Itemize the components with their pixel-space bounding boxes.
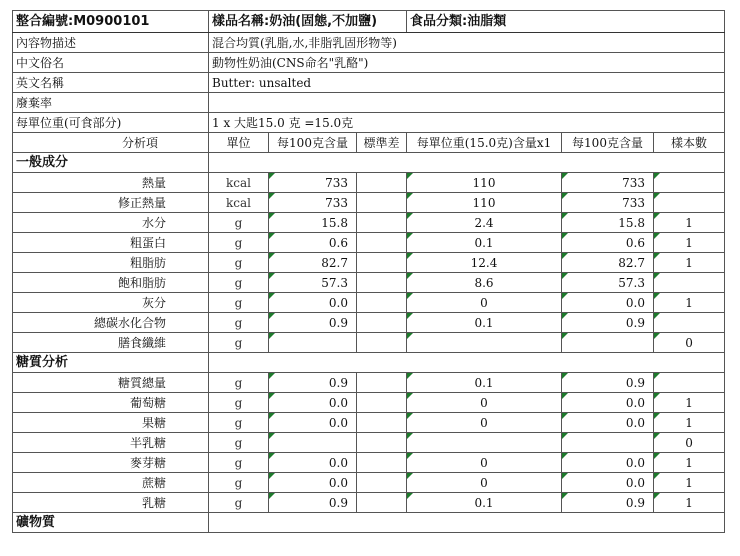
nutrient-unit: g	[209, 493, 269, 513]
value-per-unit: 0	[407, 413, 562, 433]
sample-count: 1	[654, 253, 725, 273]
value-per-unit: 12.4	[407, 253, 562, 273]
nutrient-row	[13, 393, 725, 413]
section-blank	[209, 153, 725, 173]
value-per100g	[269, 333, 357, 353]
value-std-dev	[357, 473, 407, 493]
value-per100g-2: 0.6	[562, 233, 654, 253]
value-per100g-2: 733	[562, 193, 654, 213]
nutrient-unit: g	[209, 253, 269, 273]
food-code: 整合編號:M0900101	[13, 11, 209, 33]
col-per100g: 每100克含量	[269, 133, 357, 153]
sample-count: 0	[654, 333, 725, 353]
info-label: 英文名稱	[13, 73, 209, 93]
col-per100g-2: 每100克含量	[562, 133, 654, 153]
nutrition-table	[12, 10, 725, 533]
value-std-dev	[357, 373, 407, 393]
info-row	[13, 33, 725, 53]
nutrient-unit: g	[209, 433, 269, 453]
value-std-dev	[357, 193, 407, 213]
value-per100g: 733	[269, 173, 357, 193]
value-per100g-2: 0.0	[562, 293, 654, 313]
info-row	[13, 53, 725, 73]
nutrient-unit: kcal	[209, 193, 269, 213]
sample-count	[654, 373, 725, 393]
value-per100g-2: 0.9	[562, 493, 654, 513]
sample-count: 1	[654, 393, 725, 413]
value-per-unit	[407, 333, 562, 353]
nutrient-row	[13, 493, 725, 513]
sample-count: 1	[654, 413, 725, 433]
nutrient-name: 修正熱量	[13, 193, 209, 213]
value-per-unit: 0	[407, 473, 562, 493]
info-label: 內容物描述	[13, 33, 209, 53]
value-per-unit: 110	[407, 173, 562, 193]
sample-count: 1	[654, 493, 725, 513]
value-per100g-2: 0.0	[562, 453, 654, 473]
value-per100g-2	[562, 433, 654, 453]
value-per100g-2: 0.0	[562, 393, 654, 413]
value-std-dev	[357, 453, 407, 473]
value-std-dev	[357, 213, 407, 233]
info-value	[209, 93, 725, 113]
value-per100g-2: 0.0	[562, 473, 654, 493]
value-per-unit: 2.4	[407, 213, 562, 233]
value-std-dev	[357, 313, 407, 333]
col-sample-count: 樣本數	[654, 133, 725, 153]
nutrient-row	[13, 273, 725, 293]
value-per100g: 0.0	[269, 413, 357, 433]
sample-count: 1	[654, 233, 725, 253]
value-std-dev	[357, 413, 407, 433]
nutrient-row	[13, 293, 725, 313]
col-std-dev: 標準差	[357, 133, 407, 153]
value-per-unit	[407, 433, 562, 453]
value-std-dev	[357, 173, 407, 193]
section-blank	[209, 513, 725, 533]
info-value: 1 x 大匙15.0 克 =15.0克	[209, 113, 725, 133]
nutrient-name: 熱量	[13, 173, 209, 193]
value-std-dev	[357, 333, 407, 353]
sample-count	[654, 173, 725, 193]
nutrient-name: 乳糖	[13, 493, 209, 513]
column-header-row	[13, 133, 725, 153]
sample-name: 樣品名稱:奶油(固態,不加鹽)	[209, 11, 407, 33]
value-per-unit: 0	[407, 453, 562, 473]
value-per-unit: 0	[407, 393, 562, 413]
value-per100g-2: 15.8	[562, 213, 654, 233]
value-std-dev	[357, 233, 407, 253]
sample-count: 0	[654, 433, 725, 453]
nutrient-unit: g	[209, 453, 269, 473]
nutrient-row	[13, 173, 725, 193]
value-std-dev	[357, 433, 407, 453]
nutrient-unit: g	[209, 293, 269, 313]
value-per100g-2: 0.9	[562, 373, 654, 393]
value-per-unit: 0.1	[407, 233, 562, 253]
sample-count: 1	[654, 213, 725, 233]
nutrient-name: 葡萄糖	[13, 393, 209, 413]
value-per100g-2: 57.3	[562, 273, 654, 293]
sample-count: 1	[654, 293, 725, 313]
info-row	[13, 113, 725, 133]
nutrient-name: 粗脂肪	[13, 253, 209, 273]
nutrient-unit: g	[209, 213, 269, 233]
sample-count	[654, 193, 725, 213]
nutrient-name: 總碳水化合物	[13, 313, 209, 333]
value-per-unit: 110	[407, 193, 562, 213]
info-row	[13, 93, 725, 113]
value-std-dev	[357, 493, 407, 513]
col-unit: 單位	[209, 133, 269, 153]
nutrient-row	[13, 433, 725, 453]
sample-count	[654, 313, 725, 333]
nutrient-name: 果糖	[13, 413, 209, 433]
value-per100g-2: 733	[562, 173, 654, 193]
info-row	[13, 73, 725, 93]
value-per100g: 0.9	[269, 373, 357, 393]
nutrient-unit: g	[209, 333, 269, 353]
nutrient-name: 糖質總量	[13, 373, 209, 393]
value-per100g: 0.0	[269, 453, 357, 473]
food-category: 食品分類:油脂類	[407, 11, 725, 33]
nutrient-row	[13, 453, 725, 473]
nutrient-row	[13, 473, 725, 493]
nutrient-row	[13, 313, 725, 333]
header-row	[13, 11, 725, 33]
value-std-dev	[357, 293, 407, 313]
value-per100g: 82.7	[269, 253, 357, 273]
value-per100g-2: 82.7	[562, 253, 654, 273]
section-header	[13, 513, 725, 533]
value-per-unit: 0	[407, 293, 562, 313]
nutrient-row	[13, 413, 725, 433]
value-per100g: 0.9	[269, 313, 357, 333]
nutrient-unit: kcal	[209, 173, 269, 193]
value-std-dev	[357, 273, 407, 293]
value-per100g: 0.6	[269, 233, 357, 253]
nutrient-unit: g	[209, 273, 269, 293]
section-title: 礦物質	[13, 513, 209, 533]
nutrient-name: 膳食纖維	[13, 333, 209, 353]
nutrient-row	[13, 333, 725, 353]
value-per100g-2: 0.9	[562, 313, 654, 333]
value-per100g: 57.3	[269, 273, 357, 293]
nutrient-name: 粗蛋白	[13, 233, 209, 253]
value-per-unit: 0.1	[407, 493, 562, 513]
section-header	[13, 353, 725, 373]
info-label: 廢棄率	[13, 93, 209, 113]
nutrient-unit: g	[209, 313, 269, 333]
value-per100g: 0.0	[269, 293, 357, 313]
value-per100g: 0.0	[269, 473, 357, 493]
value-per-unit: 0.1	[407, 313, 562, 333]
section-header	[13, 153, 725, 173]
section-blank	[209, 353, 725, 373]
info-label: 中文俗名	[13, 53, 209, 73]
nutrient-name: 半乳糖	[13, 433, 209, 453]
value-std-dev	[357, 253, 407, 273]
section-title: 糖質分析	[13, 353, 209, 373]
value-per100g-2: 0.0	[562, 413, 654, 433]
value-per-unit: 0.1	[407, 373, 562, 393]
sample-count: 1	[654, 473, 725, 493]
nutrient-unit: g	[209, 473, 269, 493]
info-value: 混合均質(乳脂,水,非脂乳固形物等)	[209, 33, 725, 53]
info-value: 動物性奶油(CNS命名"乳酪")	[209, 53, 725, 73]
value-per100g	[269, 433, 357, 453]
nutrient-unit: g	[209, 233, 269, 253]
nutrient-unit: g	[209, 413, 269, 433]
value-per100g: 15.8	[269, 213, 357, 233]
nutrient-name: 水分	[13, 213, 209, 233]
nutrient-name: 灰分	[13, 293, 209, 313]
nutrient-name: 蔗糖	[13, 473, 209, 493]
nutrient-row	[13, 193, 725, 213]
value-std-dev	[357, 393, 407, 413]
value-per100g: 0.9	[269, 493, 357, 513]
nutrient-unit: g	[209, 393, 269, 413]
sample-count	[654, 273, 725, 293]
nutrient-name: 麥芽糖	[13, 453, 209, 473]
value-per-unit: 8.6	[407, 273, 562, 293]
nutrient-row	[13, 253, 725, 273]
nutrient-row	[13, 213, 725, 233]
col-analysis-item: 分析項	[13, 133, 209, 153]
nutrient-row	[13, 233, 725, 253]
nutrient-unit: g	[209, 373, 269, 393]
value-per100g: 733	[269, 193, 357, 213]
info-label: 每單位重(可食部分)	[13, 113, 209, 133]
value-per100g-2	[562, 333, 654, 353]
nutrient-row	[13, 373, 725, 393]
nutrient-name: 飽和脂肪	[13, 273, 209, 293]
info-value: Butter: unsalted	[209, 73, 725, 93]
col-per-unit: 每單位重(15.0克)含量x1	[407, 133, 562, 153]
section-title: 一般成分	[13, 153, 209, 173]
nutrition-sheet	[12, 10, 724, 550]
sample-count: 1	[654, 453, 725, 473]
value-per100g: 0.0	[269, 393, 357, 413]
